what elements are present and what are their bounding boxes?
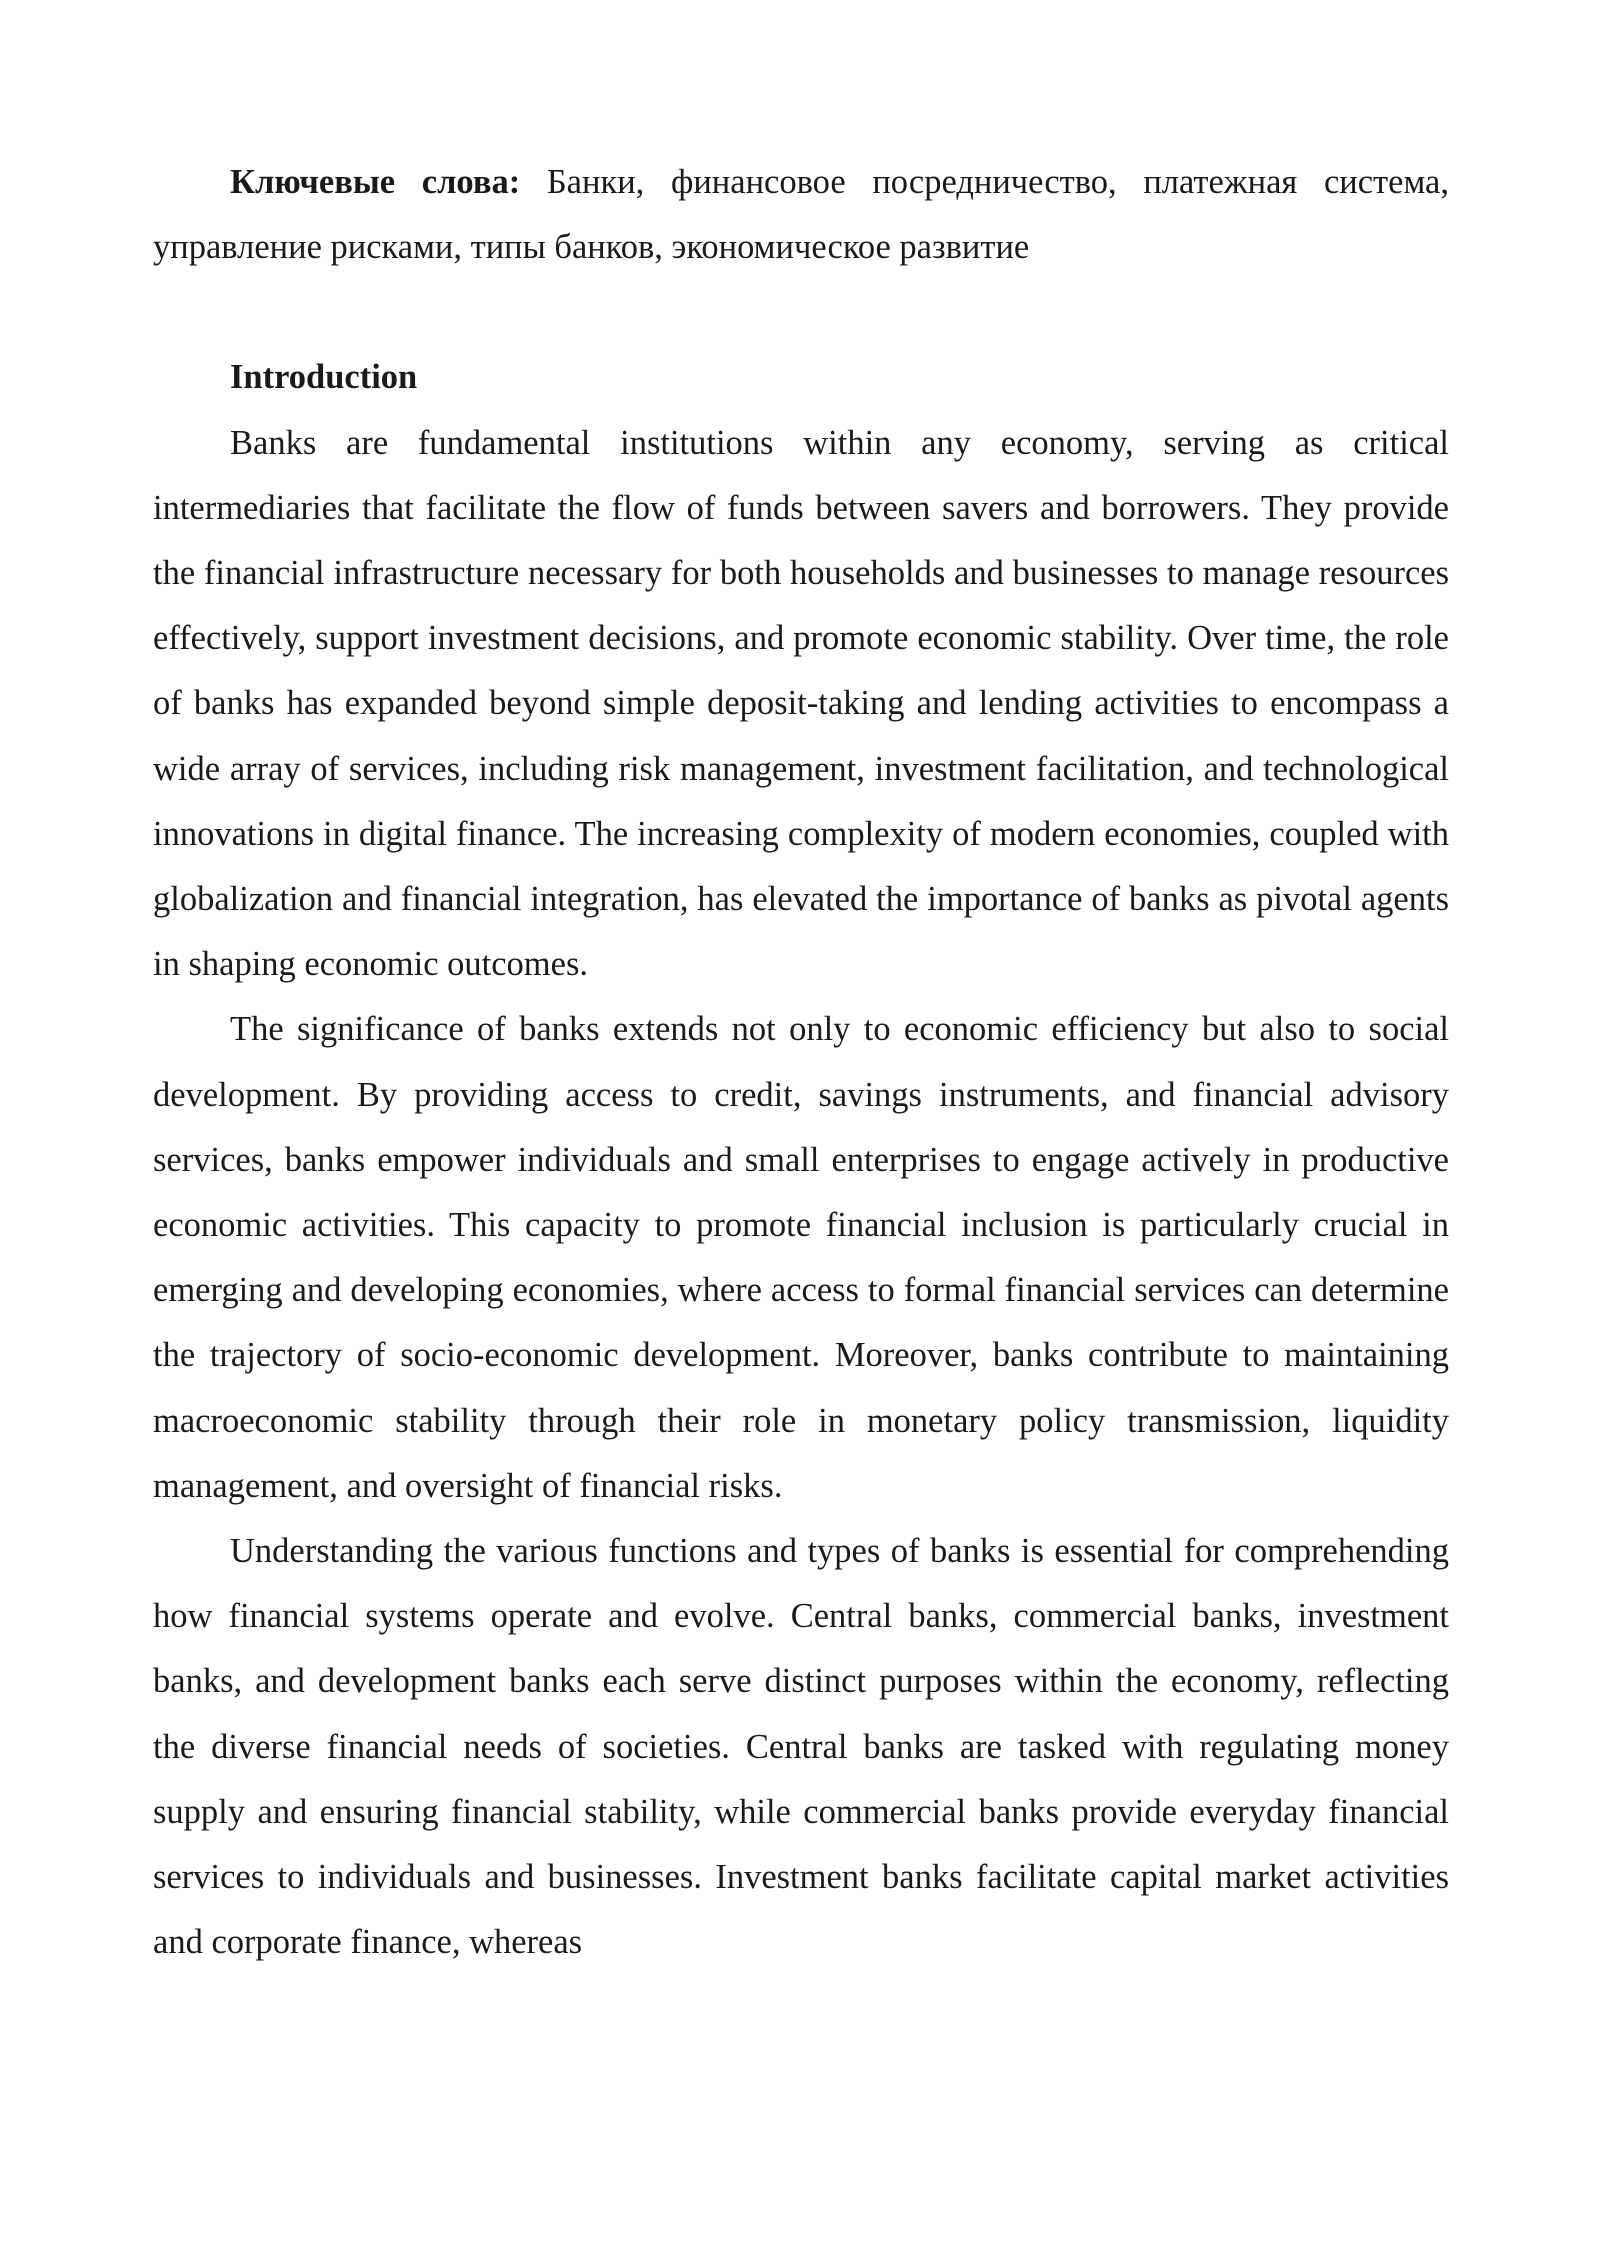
keywords-label: Ключевые слова: — [230, 163, 521, 201]
keywords-paragraph — [153, 150, 1449, 280]
intro-paragraph-3: Understanding the various functions and types of banks is essential for comprehending how financial systems operate and evolve. Central banks, commercial banks, investment banks, and development banks each serve distinct purposes within the economy, reflecting the diverse financial needs of societies. Central banks are tasked with regulating money supply and ensuring financial stability, while commercial banks provide everyday financial services to individuals and businesses. Investment banks facilitate capital market activities and corporate finance, whereas — [153, 1532, 1449, 1962]
section-heading-introduction: Introduction — [230, 358, 418, 397]
intro-paragraph-2: The significance of banks extends not only to economic efficiency but also to social development. By providing access to credit, savings instruments, and financial advisory services, banks empower individuals and small enterprises to engage actively in productive economic activities. This capacity to promote financial inclusion is particularly crucial in emerging and developing economies, where access to formal financial services can determine the trajectory of socio-economic development. Moreover, banks contribute to maintaining macroeconomic stability through their role in monetary policy transmission, liquidity management, and oversight of financial risks. — [153, 1010, 1449, 1505]
intro-paragraph-1: Banks are fundamental institutions within any economy, serving as critical intermediaries that facilitate the flow of funds between savers and borrowers. They provide the financial infrastructure necessary for both households and businesses to manage resources effectively, support investment decisions, and promote economic stability. Over time, the role of banks has expanded beyond simple deposit-taking and lending activities to encompass a wide array of services, including risk management, investment facilitation, and technological innovations in digital finance. The increasing complexity of modern economies, coupled with globalization and financial integration, has elevated the importance of banks as pivotal agents in shaping economic outcomes. — [153, 423, 1449, 984]
keywords-text: Банки, финансовое посредничество, платежная система, управление рисками, типы банков, экономическое развитие — [153, 163, 1449, 267]
document-page — [153, 150, 1449, 1975]
